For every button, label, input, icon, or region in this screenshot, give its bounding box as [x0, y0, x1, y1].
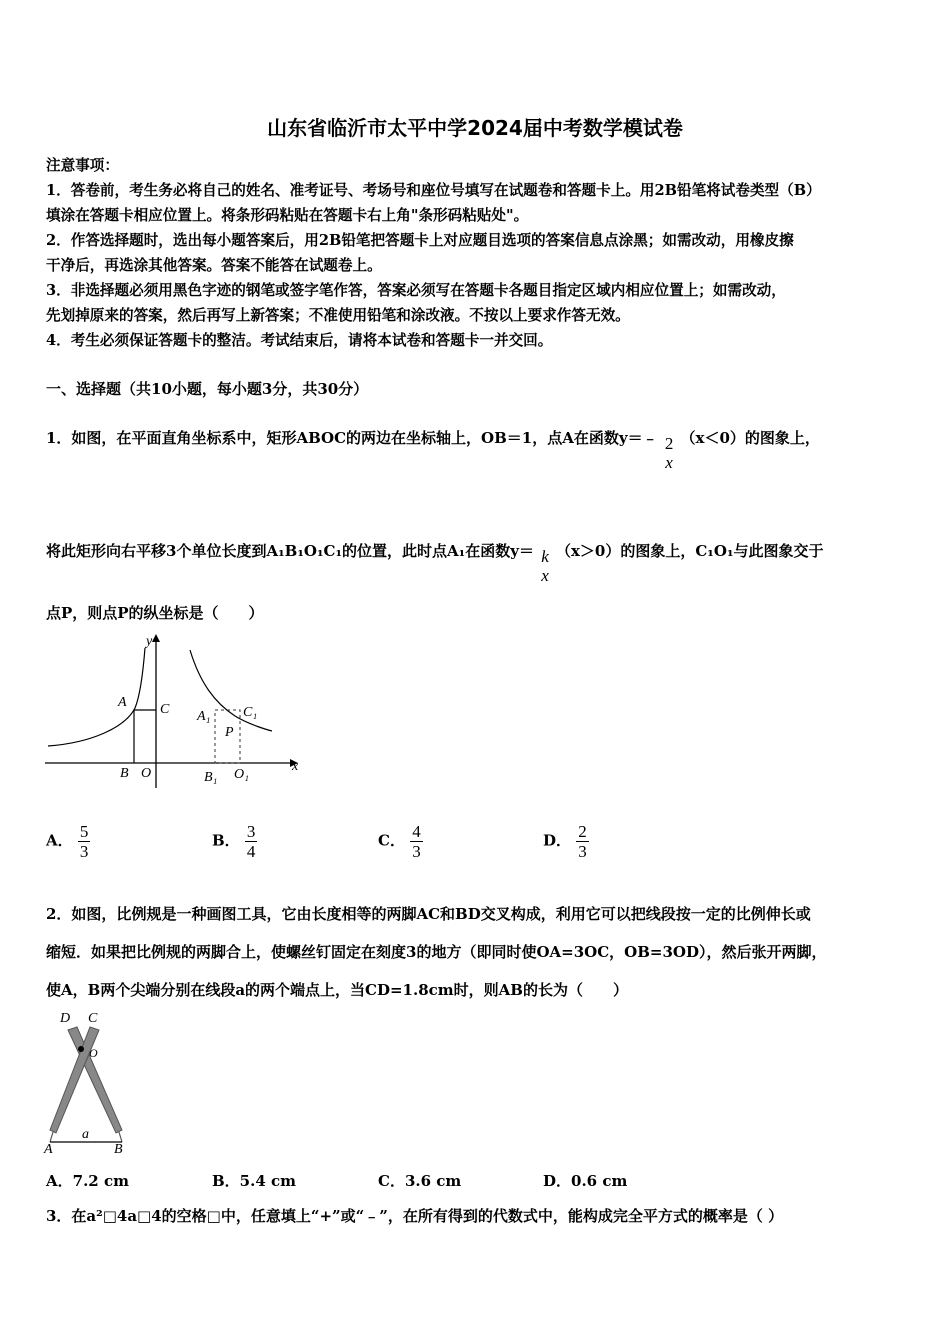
notice-line: 4．考生必须保证答题卡的整洁。考试结束后，请将本试卷和答题卡一并交回。 — [46, 332, 553, 349]
notice-heading: 注意事项： — [46, 157, 119, 174]
label-B1: B₁ — [204, 770, 218, 785]
q1-line3: 点P，则点P的纵坐标是（ ） — [46, 604, 264, 622]
label-C1: C₁ — [243, 705, 258, 720]
label-C: C — [160, 702, 170, 717]
numerator: 5 — [79, 822, 89, 841]
option-letter: A． — [46, 831, 73, 850]
notice-line: 干净后，再选涂其他答案。答案不能答在试题卷上。 — [46, 257, 382, 274]
option-fraction — [245, 822, 258, 861]
q1-option-a[interactable] — [46, 822, 90, 861]
option-letter: B． — [212, 831, 240, 850]
option-fraction — [576, 822, 589, 861]
tip-b — [119, 1132, 122, 1142]
denominator: x — [665, 453, 673, 472]
label-B: B — [114, 1142, 123, 1155]
label-O: O — [141, 766, 152, 781]
label-D: D — [60, 1011, 71, 1026]
notice-line: 3．非选择题必须用黑色字迹的钢笔或签字笔作答，答案必须写在答题卡各题目指定区域内相应位置上；如需改动， — [46, 282, 786, 299]
tip-a — [50, 1132, 53, 1142]
option-fraction — [78, 822, 91, 861]
q3-line: 3．在a²□4a□4的空格□中，任意填上“+”或“﹣”，在所有得到的代数式中，能构成完全平方式的概率是（ ） — [46, 1207, 784, 1225]
q1-fraction-2 — [539, 547, 551, 585]
page-title: 山东省临沂市太平中学2024届中考数学模试卷 — [267, 116, 683, 140]
numerator: 4 — [412, 822, 421, 841]
denominator: 3 — [79, 842, 89, 861]
left-hyperbola — [48, 648, 145, 746]
q1-figure — [40, 628, 310, 793]
q1-text: 将此矩形向右平移3个单位长度到A₁B₁O₁C₁的位置，此时点A₁在函数y＝ — [46, 542, 534, 560]
label-A: A — [118, 695, 127, 710]
numerator: 3 — [246, 822, 256, 841]
label-O1: O₁ — [234, 767, 249, 782]
q2-option-d[interactable]: D．0.6 cm — [543, 1172, 628, 1190]
option-letter: C． — [378, 831, 405, 850]
q1-line1 — [46, 427, 820, 472]
notice-line: 填涂在答题卡相应位置上。将条形码粘贴在答题卡右上角"条形码粘贴处"。 — [46, 207, 529, 224]
q2-line2: 缩短．如果把比例规的两脚合上，使螺丝钉固定在刻度3的地方（即同时使OA=3OC，OB=3OD），然后张开两脚， — [46, 943, 827, 961]
q2-line1: 2．如图，比例规是一种画图工具，它由长度相等的两脚AC和BD交叉构成，利用它可以把线段按一定的比例伸长或 — [46, 905, 811, 923]
y-axis-arrow — [152, 634, 160, 642]
section-heading: 一、选择题（共10小题，每小题3分，共30分） — [46, 380, 369, 398]
label-y: y — [146, 634, 153, 649]
q1-line2 — [46, 540, 824, 585]
label-C: C — [88, 1011, 98, 1026]
denominator: x — [541, 566, 549, 585]
q2-option-a[interactable]: A．7.2 cm — [46, 1172, 129, 1190]
label-x: x — [292, 759, 299, 774]
numerator: 2 — [664, 434, 674, 453]
label-A1: A₁ — [197, 709, 211, 724]
label-A: A — [44, 1142, 53, 1155]
q2-figure — [40, 1005, 135, 1155]
denominator: 4 — [246, 842, 256, 861]
q2-line3: 使A，B两个尖端分别在线段a的两个端点上，当CD=1.8cm时，则AB的长为（ ） — [46, 981, 628, 999]
label-B: B — [120, 766, 129, 781]
q1-text: （x＞0）的图象上，C₁O₁与此图象交于 — [555, 542, 824, 560]
q1-option-d[interactable] — [543, 822, 589, 861]
q1-option-b[interactable] — [212, 822, 257, 861]
option-letter: D． — [543, 831, 572, 850]
label-P: P — [225, 725, 234, 740]
q2-option-b[interactable]: B．5.4 cm — [212, 1172, 297, 1190]
denominator: 3 — [578, 842, 587, 861]
screw-o — [78, 1046, 84, 1052]
label-O: O — [89, 1046, 98, 1060]
numerator: 2 — [578, 822, 587, 841]
q1-option-c[interactable] — [378, 822, 423, 861]
notice-line: 2．作答选择题时，选出每小题答案后，用2B铅笔把答题卡上对应题目选项的答案信息点涂黑；如需改动，用橡皮擦 — [46, 232, 794, 249]
notice-line: 1．答卷前，考生务必将自己的姓名、准考证号、考场号和座位号填写在试题卷和答题卡上。用2B铅笔将试卷类型（B） — [46, 182, 821, 199]
option-fraction — [410, 822, 423, 861]
numerator: k — [541, 547, 549, 566]
q1-text: （x＜0）的图象上， — [680, 429, 820, 447]
denominator: 3 — [412, 842, 421, 861]
label-a: a — [82, 1127, 89, 1142]
q1-fraction-1 — [663, 434, 676, 472]
q1-text: 1．如图，在平面直角坐标系中，矩形ABOC的两边在坐标轴上，OB＝1，点A在函数y＝﹣ — [46, 429, 658, 447]
notice-line: 先划掉原来的答案，然后再写上新答案；不准使用铅笔和涂改液。不按以上要求作答无效。 — [46, 307, 630, 324]
q2-option-c[interactable]: C．3.6 cm — [378, 1172, 462, 1190]
